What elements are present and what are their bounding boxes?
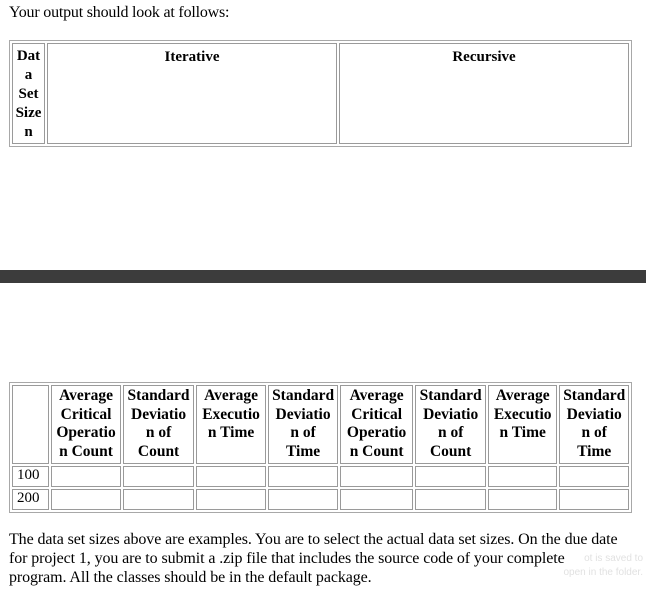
data-cell <box>559 489 629 510</box>
header-line: n <box>24 124 33 140</box>
data-cell <box>488 489 558 510</box>
paragraph-line: program. All the classes should be in the default package. <box>9 569 372 586</box>
column-header: Average Executio n Time <box>196 385 267 464</box>
header-line: a <box>24 67 33 83</box>
column-header: Average Critical Operatio n Count <box>340 385 414 464</box>
data-cell <box>559 466 629 487</box>
table-row <box>12 489 629 510</box>
divider-band <box>0 270 646 283</box>
header-row <box>12 385 629 464</box>
data-cell <box>196 466 267 487</box>
column-header: Average Executio n Time <box>488 385 558 464</box>
data-cell <box>415 489 486 510</box>
header-line: Size <box>15 105 42 121</box>
data-cell <box>51 466 122 487</box>
data-cell <box>268 489 338 510</box>
iterative-header: Iterative <box>47 43 337 144</box>
summary-table <box>9 40 632 147</box>
faded-tooltip-text: ot is saved to open in the folder. <box>563 553 643 578</box>
table-row <box>12 43 629 144</box>
column-header: Average Critical Operatio n Count <box>51 385 122 464</box>
paragraph-line: for project 1, you are to submit a .zip file that includes the source code of your complete <box>9 550 565 567</box>
data-cell <box>123 466 194 487</box>
data-cell <box>340 466 414 487</box>
table-row <box>12 466 629 487</box>
column-header: Standard Deviatio n of Count <box>415 385 486 464</box>
recursive-header: Recursive <box>339 43 629 144</box>
header-line: Dat <box>16 48 41 64</box>
data-set-size-header <box>12 43 45 144</box>
results-table <box>9 382 632 513</box>
data-cell <box>340 489 414 510</box>
intro-text: Your output should look at follows: <box>9 4 230 21</box>
data-cell <box>51 489 122 510</box>
data-cell <box>268 466 338 487</box>
column-header: Standard Deviatio n of Time <box>268 385 338 464</box>
paragraph-line: The data set sizes above are examples. You are to select the actual data set sizes. On the due date <box>9 531 618 548</box>
column-header: Standard Deviatio n of Count <box>123 385 194 464</box>
column-header: Standard Deviatio n of Time <box>559 385 629 464</box>
data-cell <box>123 489 194 510</box>
corner-cell <box>12 385 49 464</box>
data-cell <box>488 466 558 487</box>
data-cell <box>196 489 267 510</box>
data-cell <box>415 466 486 487</box>
header-line: Set <box>18 86 39 102</box>
size-cell: 200 <box>12 489 49 510</box>
size-cell: 100 <box>12 466 49 487</box>
